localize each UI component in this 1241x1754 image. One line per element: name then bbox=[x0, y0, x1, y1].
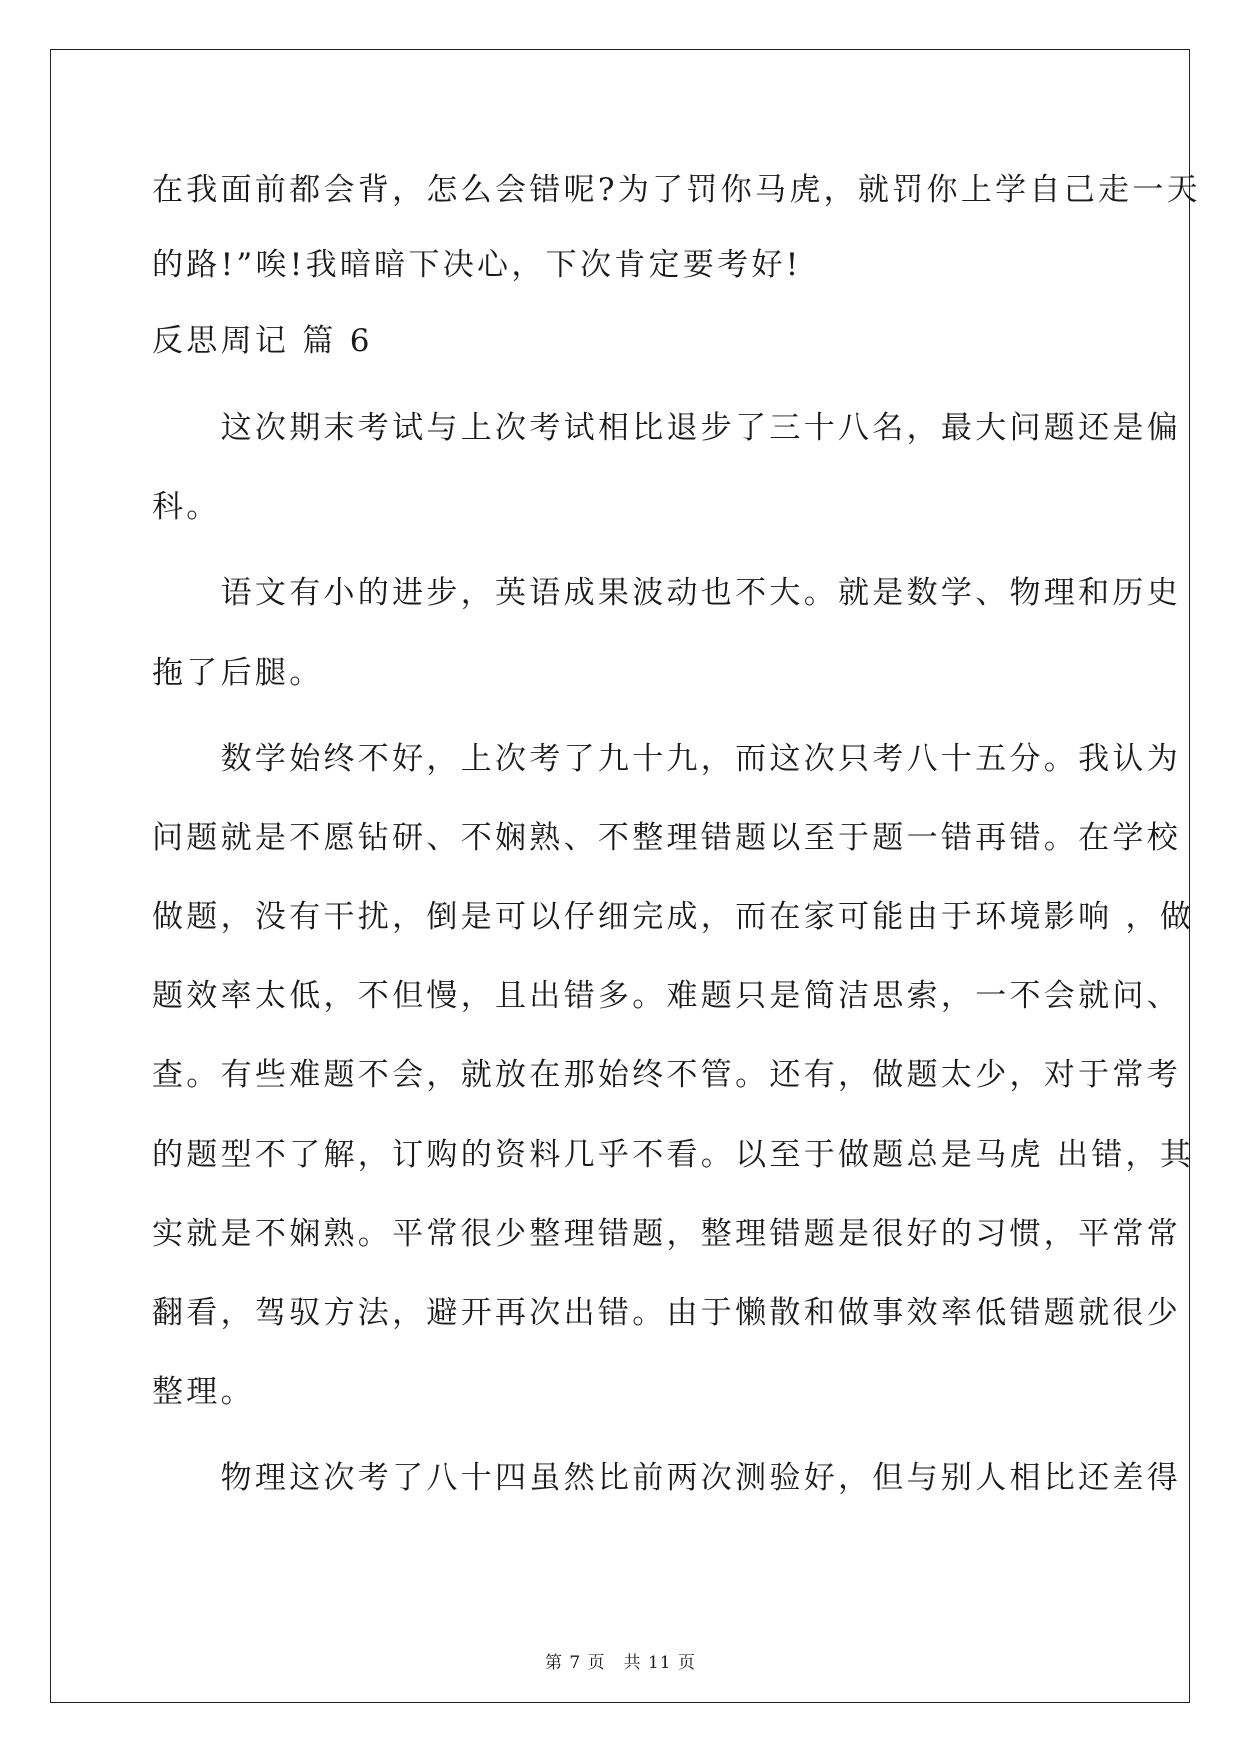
page-number-footer: 第 7 页 共 11 页 bbox=[544, 1653, 697, 1673]
text-line: 实就是不娴熟。平常很少整理错题，整理错题是很好的习惯，平常常 bbox=[152, 1216, 1181, 1252]
text-line: 整理。 bbox=[152, 1374, 255, 1410]
text-line: 查。有些难题不会，就放在那始终不管。还有，做题太少，对于常考 bbox=[152, 1057, 1181, 1093]
text-line: 语文有小的进步，英语成果波动也不大。就是数学、物理和历史 bbox=[152, 575, 1181, 611]
text-line: 拖了后腿。 bbox=[152, 655, 324, 691]
text-line: 科。 bbox=[152, 489, 221, 525]
text-line: 的题型不了解，订购的资料几乎不看。以至于做题总是马虎 出错，其 bbox=[152, 1137, 1195, 1173]
text-line: 数学始终不好，上次考了九十九，而这次只考八十五分。我认为 bbox=[152, 741, 1181, 777]
text-line: 在我面前都会背，怎么会错呢?为了罚你马虎，就罚你上学自己走一天 bbox=[152, 172, 1201, 208]
text-line: 的路!”唉!我暗暗下决心，下次肯定要考好! bbox=[152, 247, 802, 283]
text-line: 题效率太低，不但慢，且出错多。难题只是简洁思索，一不会就问、 bbox=[152, 978, 1181, 1014]
text-line: 做题，没有干扰，倒是可以仔细完成，而在家可能由于环境影响 ，做 bbox=[152, 899, 1195, 935]
text-line: 物理这次考了八十四虽然比前两次测验好，但与别人相比还差得 bbox=[152, 1460, 1181, 1496]
section-heading: 反思周记 篇 6 bbox=[152, 323, 373, 359]
text-line: 翻看，驾驭方法，避开再次出错。由于懒散和做事效率低错题就很少 bbox=[152, 1295, 1181, 1331]
text-line: 问题就是不愿钻研、不娴熟、不整理错题以至于题一错再错。在学校 bbox=[152, 820, 1181, 856]
text-line: 这次期末考试与上次考试相比退步了三十八名，最大问题还是偏 bbox=[152, 410, 1181, 446]
